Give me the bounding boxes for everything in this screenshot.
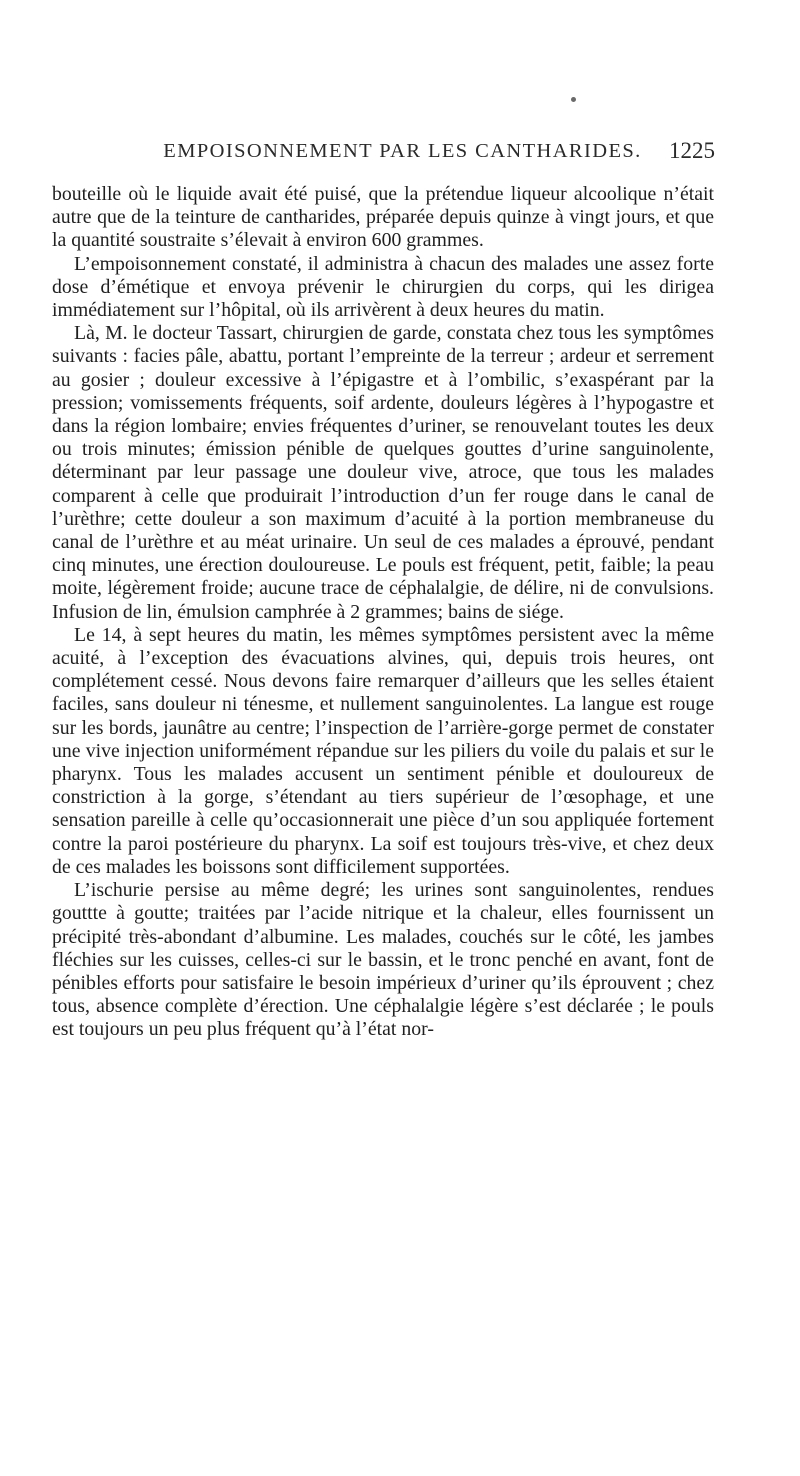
paragraph-continuation: bouteille où le liquide avait été puisé, que la prétendue liqueur alcoolique n’était autre que de la teinture de cantharides, préparée depuis quinze à vingt jours, et que la quantité soustraite s’élevait à environ 600 grammes. <box>52 183 714 252</box>
paragraph-ischurie: L’ischurie persise au même degré; les urines sont sanguinolentes, rendues gouttte à goutte; traitées par l’acide nitrique et la chaleur, elles fournissent un précipité très-abondant d’albumine. Les malades, couchés sur le côté, les jambes fléchies sur les cuisses, celles-ci sur le bassin, et le tronc penché en avant, font de pénibles efforts pour satisfaire le besoin impérieux d’uriner qu’ils éprouvent ; chez tous, absence complète d’érection. Une céphalalgie légère s’est déclarée ; le pouls est toujours un peu plus fréquent qu’à l’état nor- <box>52 879 714 1041</box>
page-number: 1225 <box>669 138 715 163</box>
running-title: EMPOISONNEMENT PAR LES CANTHARIDES. <box>163 140 642 162</box>
print-speck <box>571 97 576 102</box>
paragraph-emetique: L’empoisonnement constaté, il administra à chacun des malades une assez forte dose d’émétique et envoya prévenir le chirurgien du corps, qui les dirigea immédiatement sur l’hôpital, où ils arrivèrent à deux heures du matin. <box>52 252 714 322</box>
paragraph-le-14: Le 14, à sept heures du matin, les mêmes symptômes persistent avec la même acuité, à l’exception des évacuations alvines, qui, depuis trois heures, ont complétement cessé. Nous devons faire remarquer d’ailleurs que les selles étaient faciles, sans douleur ni ténesme, et nullement sanguinolentes. La langue est rouge sur les bords, jaunâtre au centre; l’inspection de l’arrière-gorge permet de constater une vive injection uniformément répandue sur les piliers du voile du palais et sur le pharynx. Tous les malades accusent un sentiment pénible et douloureux de constriction à la gorge, s’étendant au tiers supérieur de l’œsophage, et une sensation pareille à celle qu’occasionnerait une pièce d’un sou appliquée fortement contre la paroi postérieure du pharynx. La soif est toujours très-vive, et chez deux de ces malades les boissons sont difficilement supportées. <box>52 623 714 878</box>
page-header <box>90 140 715 170</box>
body-text <box>52 183 714 1042</box>
paragraph-symptomes: Là, M. le docteur Tassart, chirurgien de garde, constata chez tous les symptômes suivants : facies pâle, abattu, portant l’empreinte de la terreur ; ardeur et serrement au gosier ; douleur excessive à l’épigastre et à l’ombilic, s’exaspérant par la pression; vomissements fréquents, soif ardente, douleurs légères à l’hypogastre et dans la région lombaire; envies fréquentes d’uriner, se renouvelant toutes les deux ou trois minutes; émission pénible de quelques gouttes d’urine sanguinolente, déterminant par leur passage une douleur vive, atroce, que tous les malades comparent à celle que produirait l’introduction d’un fer rouge dans le canal de l’urèthre; cette douleur a son maximum d’acuité à la portion membraneuse du canal de l’urèthre et au méat urinaire. Un seul de ces malades a éprouvé, pendant cinq minutes, une érection douloureuse. Le pouls est fréquent, petit, faible; la peau moite, légèrement froide; aucune trace de céphalalgie, de délire, ni de convulsions. Infusion de lin, émulsion camphrée à 2 grammes; bains de siége. <box>52 322 714 623</box>
